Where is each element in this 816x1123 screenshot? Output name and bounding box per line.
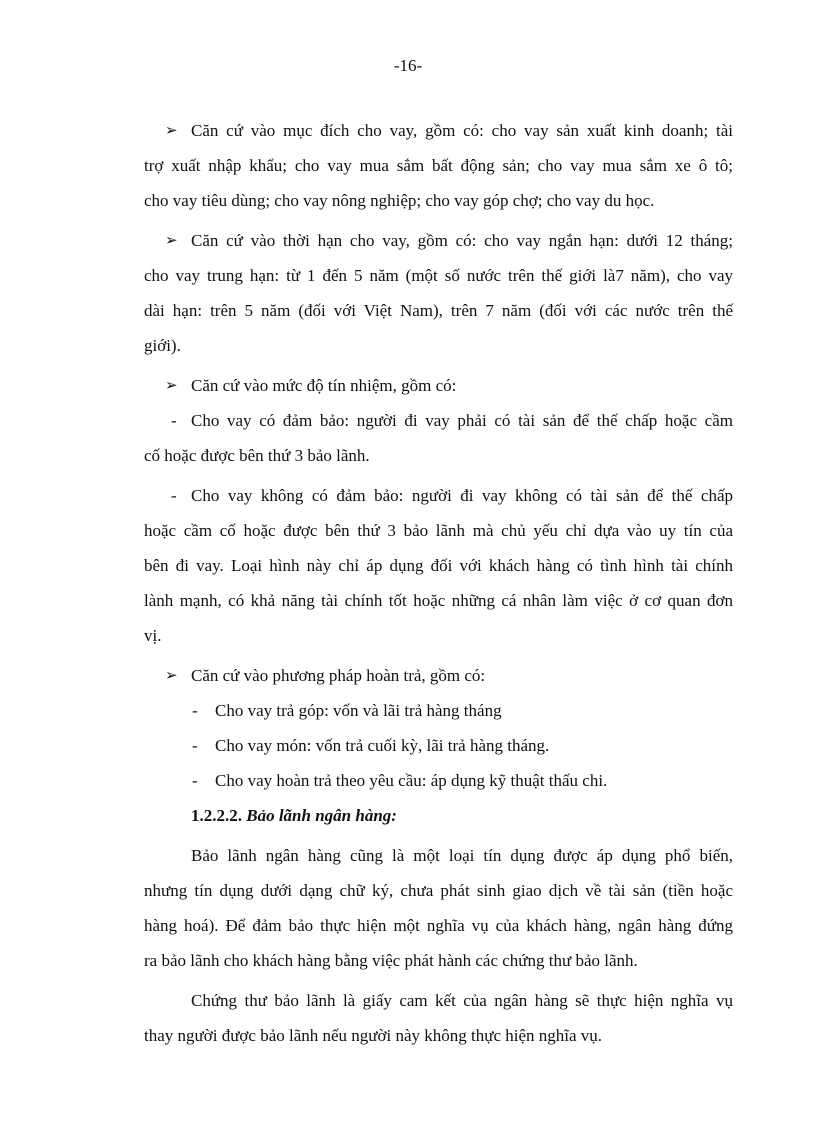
section3-item-a-line1: Cho vay có đảm bảo: người đi vay phải có tài sản để thế chấp hoặc cầm (191, 411, 733, 430)
para2-line2: thay người được bảo lãnh nếu người này không thực hiện nghĩa vụ. (144, 1026, 603, 1045)
section3-item-b-line4: lành mạnh, có khả năng tài chính tốt hoặc những cá nhân làm việc ở cơ quan đơn (144, 591, 733, 610)
section2-line4: giới). (144, 336, 181, 355)
section4-item-3: Cho vay hoàn trả theo yêu cầu: áp dụng kỹ thuật thấu chi. (215, 771, 608, 790)
arrow-bullet-icon: ➢ (165, 233, 178, 249)
arrow-bullet-icon: ➢ (165, 668, 178, 684)
arrow-bullet-icon: ➢ (165, 378, 178, 394)
section4-item-1: Cho vay trả góp: vốn và lãi trả hàng tháng (215, 701, 502, 720)
section4-item-2: Cho vay món: vốn trả cuối kỳ, lãi trả hàng tháng. (215, 736, 550, 755)
section1-line1: Căn cứ vào mục đích cho vay, gồm có: cho vay sản xuất kinh doanh; tài (191, 121, 733, 140)
section4-title: Căn cứ vào phương pháp hoàn trả, gồm có: (191, 666, 486, 685)
section3-item-b-line2: hoặc cầm cố hoặc được bên thứ 3 bảo lãnh mà chủ yếu chỉ dựa vào uy tín của (144, 521, 733, 540)
section3-item-a-line2: cố hoặc được bên thứ 3 bảo lãnh. (144, 446, 370, 465)
section3-item-b-line3: bên đi vay. Loại hình này chỉ áp dụng đối với khách hàng có tình hình tài chính (144, 556, 733, 575)
section3-item-b-line1: Cho vay không có đảm bảo: người đi vay không có tài sản để thế chấp (191, 486, 733, 505)
dash-bullet: - (192, 736, 198, 755)
dash-bullet: - (171, 486, 177, 505)
section1-line2: trợ xuất nhập khẩu; cho vay mua sắm bất động sản; cho vay mua sắm xe ô tô; (144, 156, 733, 175)
para1-line1: Bảo lãnh ngân hàng cũng là một loại tín dụng được áp dụng phổ biến, (191, 846, 733, 865)
section-heading-number: 1.2.2.2. (191, 806, 242, 825)
section1-line3: cho vay tiêu dùng; cho vay nông nghiệp; cho vay góp chợ; cho vay du học. (144, 191, 655, 210)
dash-bullet: - (192, 701, 198, 720)
section3-item-b-line5: vị. (144, 626, 162, 645)
para1-line2: nhưng tín dụng dưới dạng chữ ký, chưa phát sinh giao dịch về tài sản (tiền hoặc (144, 881, 733, 900)
page-number: -16- (393, 56, 423, 75)
section-heading-title: Bảo lãnh ngân hàng: (246, 806, 397, 825)
dash-bullet: - (171, 411, 177, 430)
section2-line1: Căn cứ vào thời hạn cho vay, gồm có: cho vay ngắn hạn: dưới 12 tháng; (191, 231, 733, 250)
arrow-bullet-icon: ➢ (165, 123, 178, 139)
para2-line1: Chứng thư bảo lãnh là giấy cam kết của ngân hàng sẽ thực hiện nghĩa vụ (191, 991, 733, 1010)
para1-line3: hàng hoá). Để đảm bảo thực hiện một nghĩa vụ của khách hàng, ngân hàng đứng (144, 916, 733, 935)
section2-line2: cho vay trung hạn: từ 1 đến 5 năm (một số nước trên thế giới là7 năm), cho vay (144, 266, 733, 285)
section3-title: Căn cứ vào mức độ tín nhiệm, gồm có: (191, 376, 457, 395)
para1-line4: ra bảo lãnh cho khách hàng bằng việc phát hành các chứng thư bảo lãnh. (144, 951, 638, 970)
section2-line3: dài hạn: trên 5 năm (đối với Việt Nam), trên 7 năm (đối với các nước trên thế (144, 301, 733, 320)
dash-bullet: - (192, 771, 198, 790)
section-heading (191, 806, 397, 826)
